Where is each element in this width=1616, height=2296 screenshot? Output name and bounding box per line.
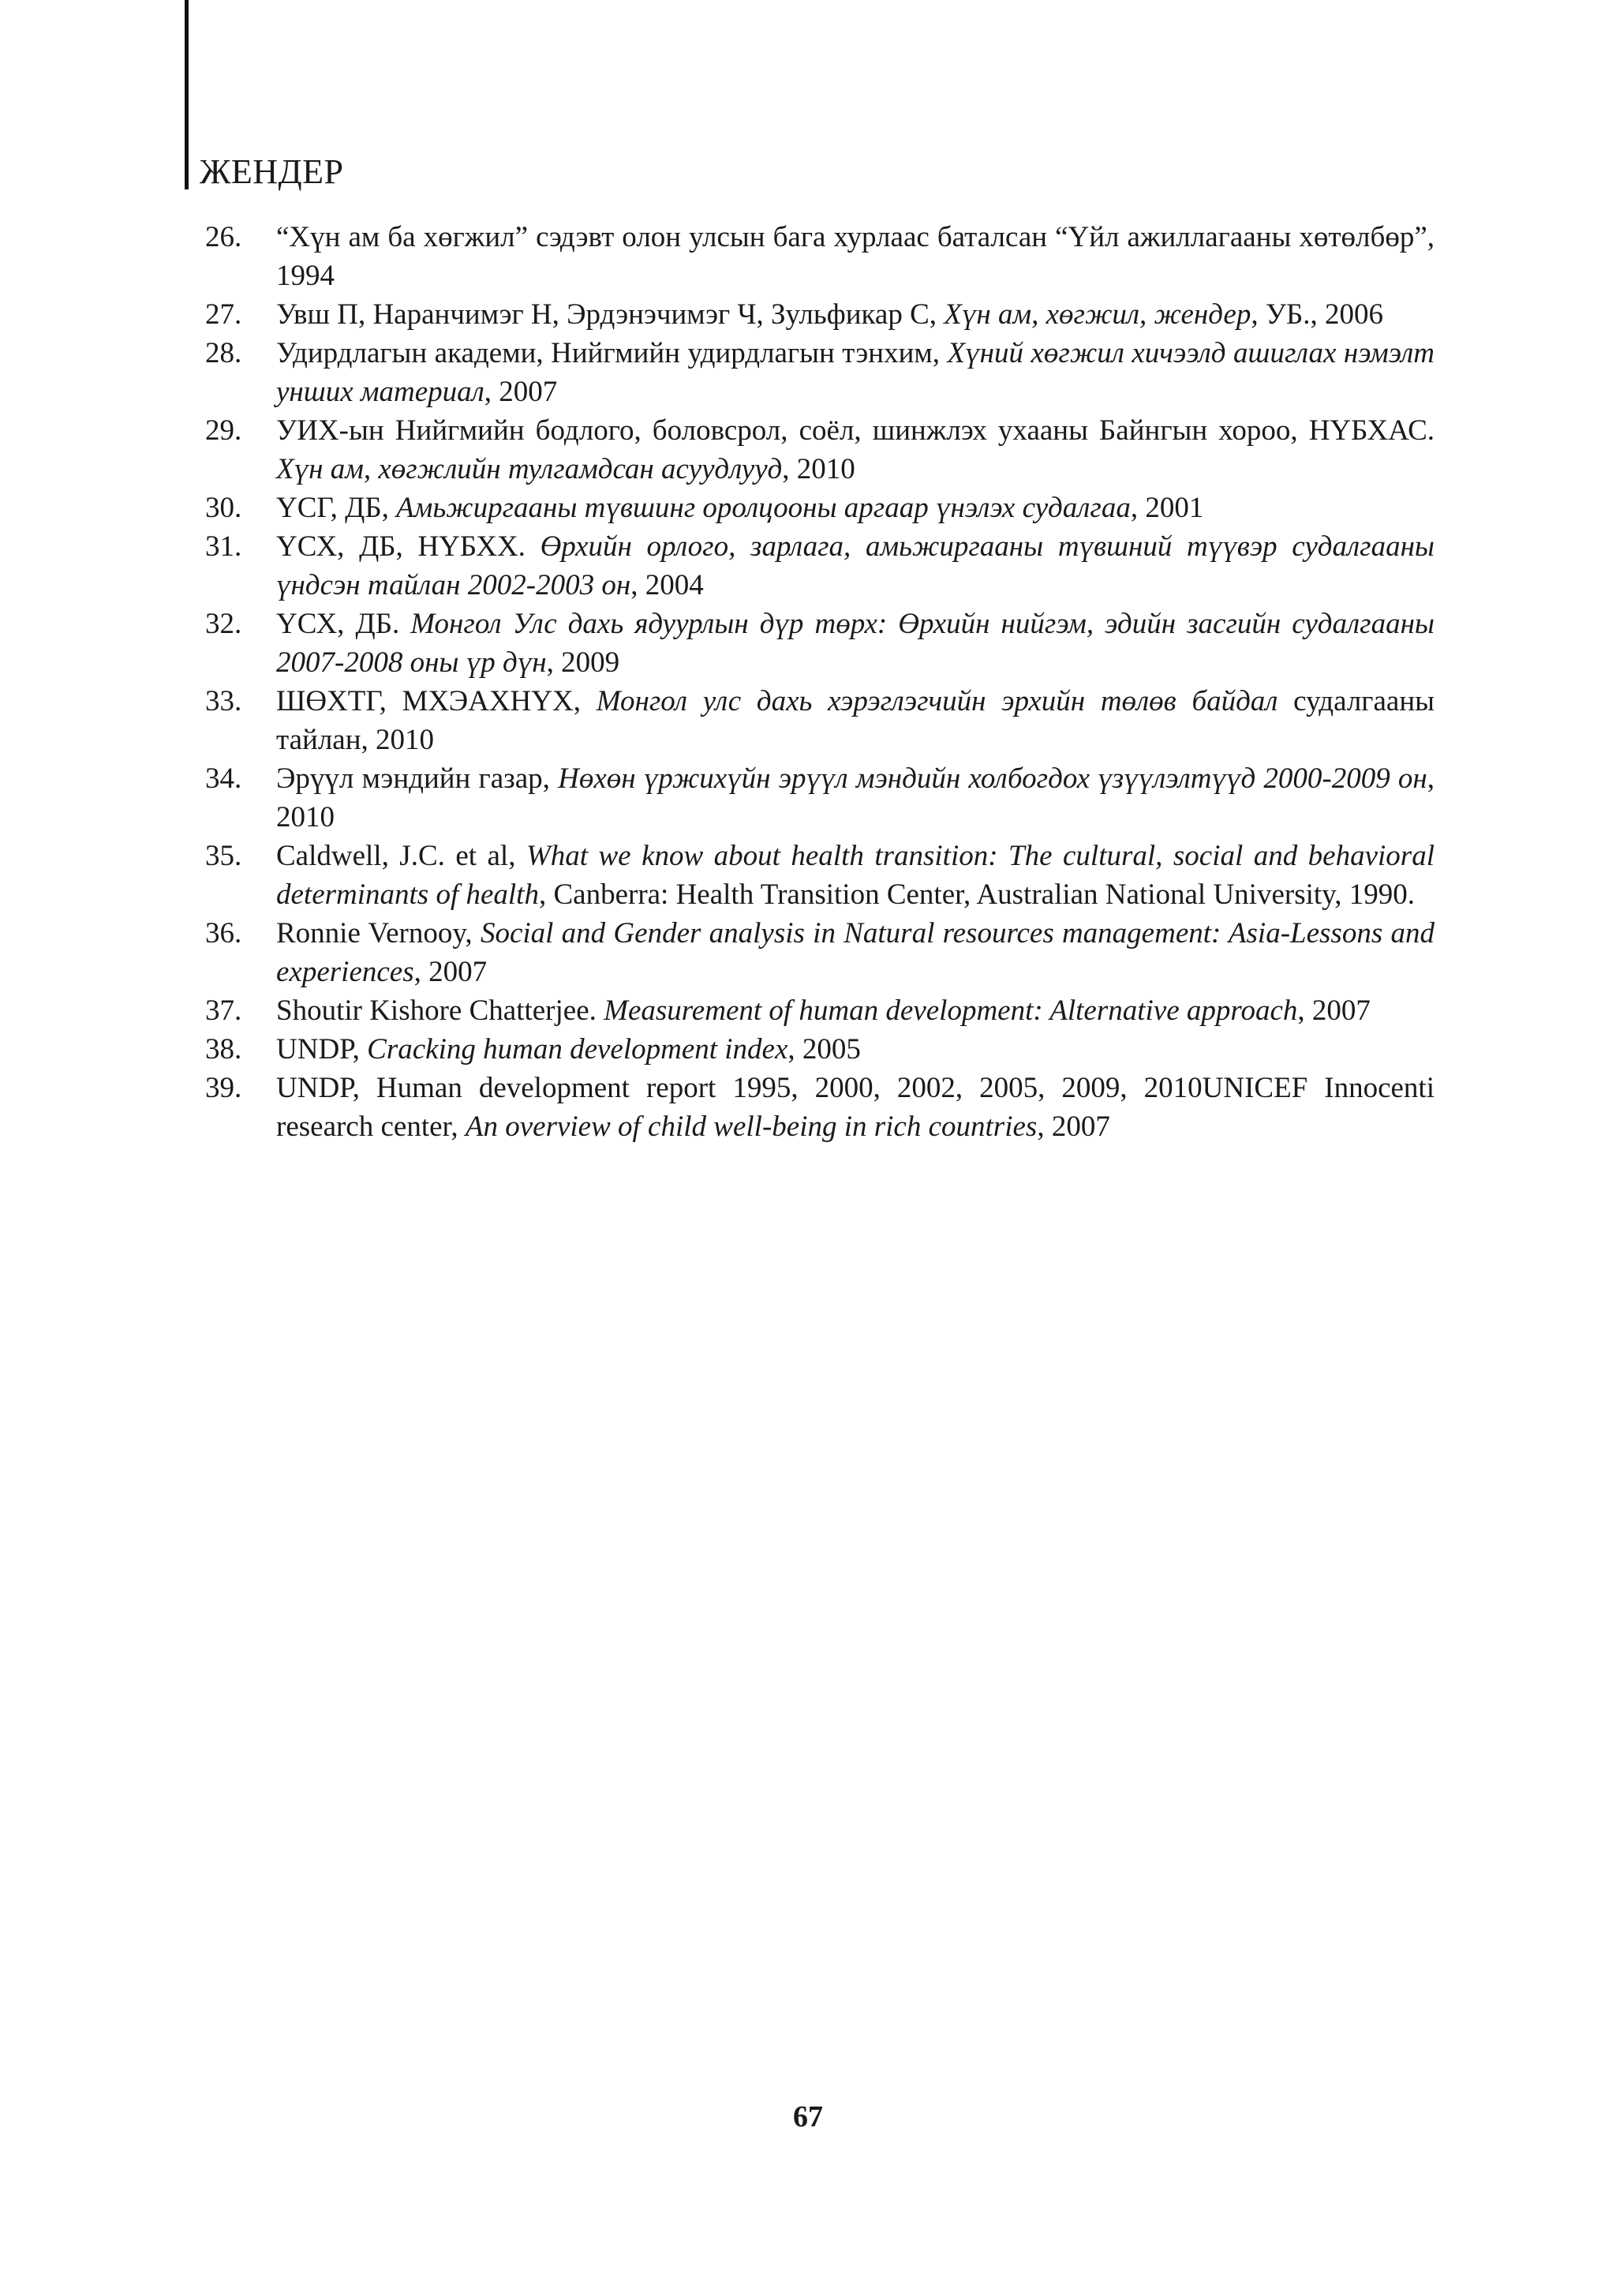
reference-title: Social and Gender analysis in Natural resources management: Asia-Lessons and experiences: [276, 917, 1435, 988]
reference-text: Увш П, Наранчимэг Н, Эрдэнэчимэг Ч, Зульфикар С,: [276, 298, 945, 331]
reference-text: Ronnie Vernooy,: [276, 917, 481, 949]
reference-title: What we know about health transition: The cultural, social and behavioral determinants of health: [276, 840, 1435, 911]
reference-number: 36.: [205, 917, 242, 949]
reference-text: Caldwell, J.C. et al,: [276, 840, 526, 872]
reference-title: Өрхийн орлого, зарлага, амьжиргааны түвшний түүвэр судалгааны үндсэн тайлан 2002-2003 он: [276, 530, 1435, 601]
reference-text: УИХ-ын Нийгмийн бодлого, боловсрол, соёл, шинжлэх ухааны Байнгын хороо, НҮБХАС.: [276, 414, 1435, 447]
reference-number: 30.: [205, 492, 242, 524]
reference-text: , Canberra: Health Transition Center, Australian National University, 1990.: [538, 878, 1416, 911]
reference-text: UNDP, Human development report 1995, 2000, 2002, 2005, 2009, 2010UNICEF Innocenti research center,: [276, 1072, 1435, 1143]
reference-item: [205, 759, 1435, 837]
reference-item: [205, 682, 1435, 759]
reference-item: [205, 218, 1435, 295]
reference-text: УБ., 2006: [1258, 298, 1384, 331]
reference-number: 32.: [205, 608, 242, 640]
reference-item: [205, 991, 1435, 1030]
reference-number: 31.: [205, 530, 242, 563]
reference-number: 38.: [205, 1033, 242, 1066]
reference-title: Хүний хөгжил хичээлд ашиглах нэмэлт унших материал: [276, 337, 1435, 408]
reference-text: , 2007: [484, 376, 558, 408]
reference-title: An overview of child well-being in rich countries: [465, 1111, 1038, 1143]
reference-number: 37.: [205, 994, 242, 1027]
reference-text: , 2005: [787, 1033, 861, 1066]
reference-title: Монгол улс дахь хэрэглэгчийн эрхийн төлөв байдал: [596, 685, 1278, 717]
reference-number: 28.: [205, 337, 242, 369]
reference-title: Амьжиргааны түвшинг оролцооны аргаар үнэлэх судалгаа: [396, 492, 1131, 524]
reference-item: [205, 837, 1435, 914]
reference-text: , 2001: [1130, 492, 1204, 524]
reference-text: , 2009: [546, 646, 620, 679]
reference-text: , 2007: [1297, 994, 1371, 1027]
reference-number: 35.: [205, 840, 242, 872]
reference-text: , 2010: [276, 762, 1435, 833]
reference-title: Хүн ам, хөгжил, жендер,: [944, 298, 1259, 331]
reference-text: , 2007: [413, 956, 488, 988]
reference-item: [205, 605, 1435, 682]
reference-text: ҮСГ, ДБ,: [276, 492, 397, 524]
reference-title: Монгол Улс дахь ядуурлын дүр төрх: Өрхийн нийгэм, эдийн засгийн судалгааны 2007-2008 оны үр дүн: [276, 608, 1435, 679]
reference-text: UNDP,: [276, 1033, 368, 1066]
reference-title: Measurement of human development: Alternative approach: [604, 994, 1298, 1027]
reference-text: ШӨХТГ, МХЭАХНҮХ,: [276, 685, 597, 717]
reference-item: [205, 411, 1435, 489]
reference-text: “Хүн ам ба хөгжил” сэдэвт олон улсын бага хурлаас баталсан “Үйл ажиллагааны хөтөлбөр”, 1994: [276, 221, 1435, 292]
reference-item: [205, 489, 1435, 527]
reference-list: [205, 218, 1435, 1146]
reference-text: Удирдлагын академи, Нийгмийн удирдлагын тэнхим,: [276, 337, 948, 369]
reference-text: , 2004: [630, 569, 704, 601]
section-title: ЖЕНДЕР: [200, 152, 344, 191]
reference-number: 33.: [205, 685, 242, 717]
reference-item: [205, 334, 1435, 411]
reference-text: ҮСХ, ДБ.: [276, 608, 411, 640]
reference-item: [205, 1030, 1435, 1069]
page-number: 67: [793, 2100, 823, 2133]
reference-number: 29.: [205, 414, 242, 447]
reference-number: 26.: [205, 221, 242, 253]
reference-text: Эрүүл мэндийн газар,: [276, 762, 559, 795]
reference-text: ҮСХ, ДБ, НҮБХХ.: [276, 530, 541, 563]
reference-item: [205, 295, 1435, 334]
margin-rule: [185, 0, 189, 189]
reference-text: судалгааны тайлан, 2010: [276, 685, 1435, 756]
reference-item: [205, 1069, 1435, 1146]
reference-text: , 2010: [782, 453, 855, 485]
reference-item: [205, 914, 1435, 991]
reference-title: Хүн ам, хөгжлийн тулгамдсан асуудлууд: [276, 453, 783, 485]
reference-title: Нөхөн үржихүйн эрүүл мэндийн холбогдох үзүүлэлтүүд 2000-2009 он: [558, 762, 1427, 795]
reference-text: , 2007: [1037, 1111, 1110, 1143]
reference-text: Shoutir Kishore Chatterjee.: [276, 994, 604, 1027]
reference-number: 34.: [205, 762, 242, 795]
reference-number: 27.: [205, 298, 242, 331]
reference-title: Cracking human development index: [367, 1033, 788, 1066]
reference-number: 39.: [205, 1072, 242, 1104]
reference-item: [205, 527, 1435, 605]
